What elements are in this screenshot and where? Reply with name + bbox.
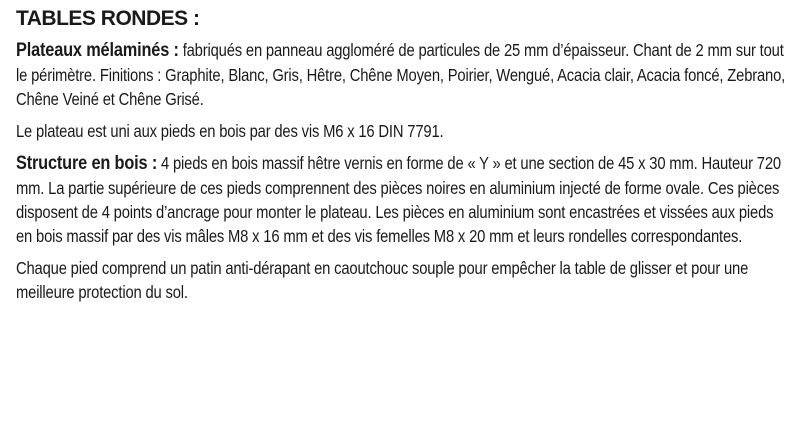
paragraph-text: Chaque pied comprend un patin anti-dérapant en caoutchouc souple pour empêcher la table de glisser et pour une meilleure protection du sol.: [16, 258, 749, 302]
paragraph-structure: [16, 151, 788, 248]
document: [16, 6, 788, 312]
paragraph-plateaux: [16, 38, 788, 111]
document-title: TABLES RONDES :: [16, 7, 200, 30]
paragraph-text: fabriqués en panneau aggloméré de particules de 25 mm d’épaisseur. Chant de 2 mm sur tout le périmètre. Finitions : Graphite, Blanc, Gris, Hêtre, Chêne Moyen, Poirier, Wengué, Acacia clair, Acacia foncé, Zebrano, Chêne Veiné et Chêne Grisé.: [16, 40, 786, 109]
paragraph-fixation: [16, 119, 788, 143]
paragraph-lead: Structure en bois :: [16, 153, 158, 174]
paragraph-patin: [16, 256, 788, 304]
paragraph-text: 4 pieds en bois massif hêtre vernis en forme de « Y » et une section de 45 x 30 mm. Hauteur 720 mm. La partie supérieure de ces pieds comprennent des pièces noires en aluminium injecté de forme ovale. Ces pièces disposent de 4 points d’ancrage pour monter le plateau. Les pièces en aluminium sont encastrées et vissées aux pieds en bois massif par des vis mâles M8 x 16 mm et des vis femelles M8 x 20 mm et leurs rondelles correspondantes.: [16, 153, 781, 246]
paragraph-lead: Plateaux mélaminés :: [16, 40, 179, 61]
paragraph-text: Le plateau est uni aux pieds en bois par des vis M6 x 16 DIN 7791.: [16, 121, 444, 141]
